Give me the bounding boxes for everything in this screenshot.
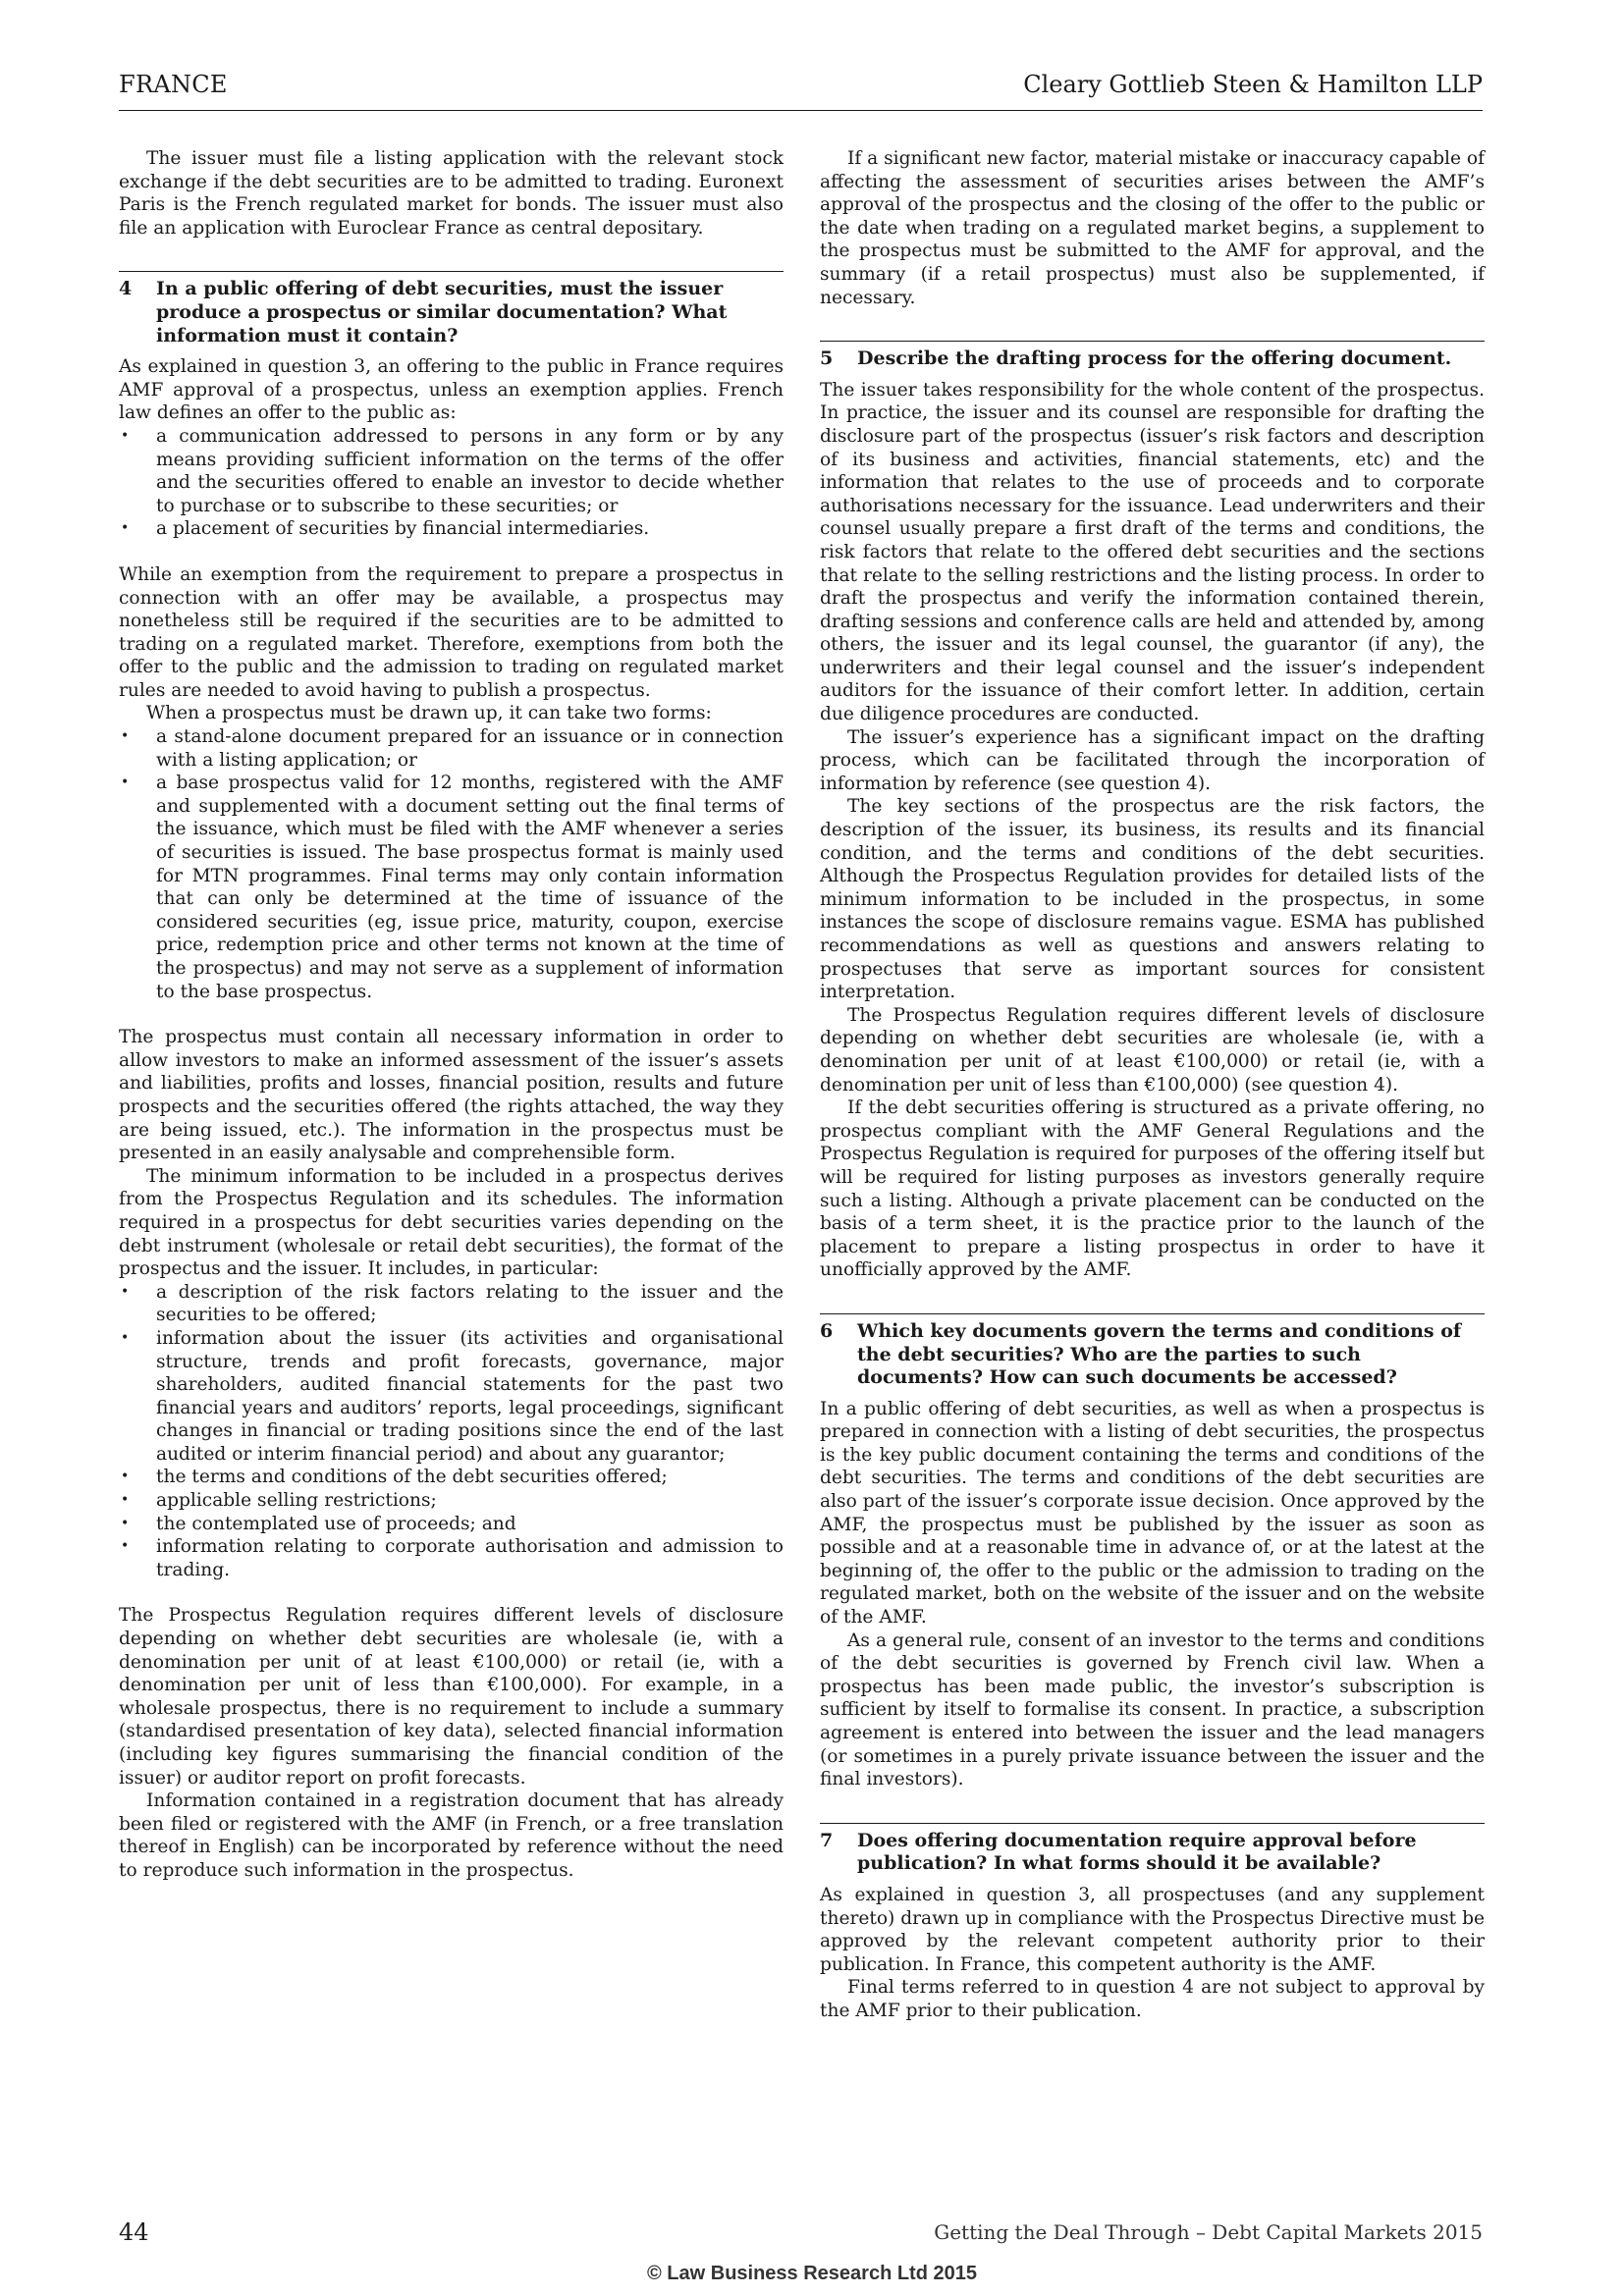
paragraph: The issuer takes responsibility for the whole content of the prospectus. In practice, the issuer and its counsel are responsible for drafting the disclosure part of the prospectus (issuer’s risk factors and description of its business and activities, financial statements, etc) and the information that relates to the use of proceeds and to corporate authorisations necessary for the issuance. Lead underwriters and their counsel usually prepare a first draft of the terms and conditions, the risk factors that relate to the offered debt securities and the sections that relate to the selling restrictions and the listing process. In order to draft the prospectus and verify the information contained therein, drafting sessions and conference calls are held and attended by, among others, the issuer and its legal counsel, the guarantor (if any), the underwriters and their legal counsel and the issuer’s independent auditors for the issuance of their comfort letter. In addition, certain due diligence procedures are conducted. bbox=[820, 379, 1485, 725]
question-number: 7 bbox=[820, 1829, 834, 1851]
paragraph: As explained in question 3, all prospectuses (and any supplement thereto) drawn up in compliance with the Prospectus Directive must be approved by the relevant competent authority prior to their publication. In France, this competent authority is the AMF. bbox=[820, 1884, 1485, 1975]
list-item: • applicable selling restrictions; bbox=[119, 1489, 784, 1513]
paragraph: As a general rule, consent of an investor to the terms and conditions of the debt securities is governed by French civil law. When a prospectus has been made public, the investor’s subscription is sufficient by itself to formalise its consent. In practice, a subscription agreement is entered into between the issuer and the lead managers (or sometimes in a purely private issuance between the issuer and the final investors). bbox=[820, 1629, 1485, 1790]
list-item: • a communication addressed to persons in any form or by any means providing sufficient information on the terms of the offer and the securities offered to enable an investor to decide whether to purchase or to subscribe to these securities; or bbox=[119, 425, 784, 517]
paragraph: The issuer must file a listing application with the relevant stock exchange if the debt securities are to be admitted to trading. Euronext Paris is the French regulated market for bonds. The issuer must also file an application with Euroclear France as central depositary. bbox=[119, 148, 784, 239]
paragraph: The minimum information to be included in a prospectus derives from the Prospectus Regulation and its schedules. The information required in a prospectus for debt securities varies depending on the debt instrument (wholesale or retail debt securities), the format of the prospectus and the issuer. It includes, in particular: bbox=[119, 1165, 784, 1280]
page-number: 44 bbox=[119, 2218, 149, 2246]
question-heading-7 bbox=[820, 1823, 1485, 1876]
list-item: • a base prospectus valid for 12 months, registered with the AMF and supplemented with a document setting out the final terms of the issuance, which must be filed with the AMF whenever a series of securities is issued. The base prospectus format is mainly used for MTN programmes. Final terms may only contain information that can only be determined at the time of issuance of the considered securities (eg, issue price, maturity, coupon, exercise price, redemption price and other terms not known at the time of the prospectus) and may not serve as a supplement of information to the base prospectus. bbox=[119, 772, 784, 1003]
header-firm: Cleary Gottlieb Steen & Hamilton LLP bbox=[1023, 71, 1483, 98]
list-item: • the contemplated use of proceeds; and bbox=[119, 1513, 784, 1536]
list-item: • a placement of securities by financial intermediaries. bbox=[119, 517, 784, 541]
paragraph: The key sections of the prospectus are the risk factors, the description of the issuer, its business, its results and its financial condition, and the terms and conditions of the debt securities. Although the Prospectus Regulation provides for detailed lists of the minimum information to be included in the prospectus, in some instances the scope of disclosure remains vague. ESMA has published recommendations as well as questions and answers relating to prospectuses that serve as important sources for consistent interpretation. bbox=[820, 796, 1485, 1003]
question-title: Which key documents govern the terms and conditions of the debt securities? Who are the parties to such documents? How can such documents be accessed? bbox=[857, 1319, 1462, 1389]
paragraph: The issuer’s experience has a significant impact on the drafting process, which can be facilitated through the incorporation of information by reference (see question 4). bbox=[820, 726, 1485, 794]
right-column bbox=[820, 147, 1485, 2023]
running-header bbox=[119, 71, 1483, 111]
question-number: 5 bbox=[820, 347, 834, 370]
question-number: 4 bbox=[119, 278, 133, 300]
bullet-list bbox=[119, 1281, 784, 1582]
list-item: • information about the issuer (its activities and organisational structure, trends and profit forecasts, governance, major shareholders, audited financial statements for the past two financial years and auditors’ reports, legal proceedings, significant changes in financial or trading positions since the end of the last audited or interim financial period) and about any guarantor; bbox=[119, 1327, 784, 1467]
paragraph: The Prospectus Regulation requires different levels of disclosure depending on whether debt securities are wholesale (ie, with a denomination per unit of at least €100,000) or retail (ie, with a denomination per unit of less than €100,000). For example, in a wholesale prospectus, there is no requirement to include a summary (standardised presentation of key data), selected financial information (including key figures summarising the financial condition of the issuer) or auditor report on profit forecasts. bbox=[119, 1605, 784, 1789]
list-item: • information relating to corporate authorisation and admission to trading. bbox=[119, 1535, 784, 1581]
question-title: In a public offering of debt securities, must the issuer produce a prospectus or similar documentation? What information must it contain? bbox=[156, 278, 728, 347]
list-item: • a stand-alone document prepared for an issuance or in connection with a listing application; or bbox=[119, 725, 784, 772]
paragraph: In a public offering of debt securities, as well as when a prospectus is prepared in connection with a listing of debt securities, the prospectus is the key public document containing the terms and conditions of the debt securities. The terms and conditions of the debt securities are also part of the issuer’s corporate issue decision. Once approved by the AMF, the prospectus must be published by the issuer as soon as possible and at a reasonable time in advance of, or at the latest at the beginning of, the offer to the public or the admission to trading on the regulated market, both on the website of the issuer and on the website of the AMF. bbox=[820, 1398, 1485, 1629]
list-item: • the terms and conditions of the debt securities offered; bbox=[119, 1466, 784, 1489]
publication-title: Getting the Deal Through – Debt Capital Markets 2015 bbox=[934, 2220, 1483, 2244]
list-item: • a description of the risk factors relating to the issuer and the securities to be offered; bbox=[119, 1281, 784, 1327]
bullet-list bbox=[119, 425, 784, 541]
left-column bbox=[119, 147, 784, 1883]
paragraph: While an exemption from the requirement to prepare a prospectus in connection with an offer may be available, a prospectus may nonetheless still be required if the securities are to be admitted to trading on a regulated market. Therefore, exemptions from both the offer to the public and the admission to trading on regulated market rules are needed to avoid having to publish a prospectus. bbox=[119, 563, 784, 701]
paragraph: Information contained in a registration document that has already been filed or registered with the AMF (in French, or a free translation thereof in English) can be incorporated by reference without the need to reproduce such information in the prospectus. bbox=[119, 1790, 784, 1881]
question-heading-4 bbox=[119, 271, 784, 347]
paragraph: When a prospectus must be drawn up, it can take two forms: bbox=[146, 703, 712, 724]
paragraph: The Prospectus Regulation requires different levels of disclosure depending on whether debt securities are wholesale (ie, with a denomination per unit of at least €100,000) or retail (ie, with a denomination per unit of less than €100,000) (see question 4). bbox=[820, 1004, 1485, 1095]
paragraph: Final terms referred to in question 4 are not subject to approval by the AMF prior to their publication. bbox=[820, 1977, 1485, 2021]
paragraph: If a significant new factor, material mistake or inaccuracy capable of affecting the assessment of securities arises between the AMF’s approval of the prospectus and the closing of the offer to the public or the date when trading on a regulated market begins, a supplement to the prospectus must be submitted to the AMF for approval, and the summary (if a retail prospectus) must also be supplemented, if necessary. bbox=[820, 148, 1485, 308]
bullet-list bbox=[119, 725, 784, 1003]
header-country: FRANCE bbox=[119, 71, 228, 98]
question-heading-5 bbox=[820, 341, 1485, 371]
question-title: Does offering documentation require approval before publication? In what forms should it be available? bbox=[857, 1829, 1417, 1875]
paragraph: As explained in question 3, an offering to the public in France requires AMF approval of a prospectus, unless an exemption applies. French law defines an offer to the public as: bbox=[119, 356, 784, 424]
question-title: Describe the drafting process for the offering document. bbox=[857, 347, 1452, 370]
copyright-notice: © Law Business Research Ltd 2015 bbox=[647, 2263, 977, 2284]
question-heading-6 bbox=[820, 1313, 1485, 1390]
paragraph: If the debt securities offering is structured as a private offering, no prospectus compliant with the AMF General Regulations and the Prospectus Regulation is required for purposes of the offering itself but will be required for listing purposes as investors generally require such a listing. Although a private placement can be conducted on the basis of a term sheet, it is the practice prior to the launch of the placement to prepare a listing prospectus in order to have it unofficially approved by the AMF. bbox=[820, 1097, 1485, 1281]
question-number: 6 bbox=[820, 1319, 834, 1342]
paragraph: The prospectus must contain all necessary information in order to allow investors to make an informed assessment of the issuer’s assets and liabilities, profits and losses, financial position, results and future prospects and the securities offered (the rights attached, the way they are being issued, etc.). The information in the prospectus must be presented in an easily analysable and comprehensible form. bbox=[119, 1027, 784, 1164]
